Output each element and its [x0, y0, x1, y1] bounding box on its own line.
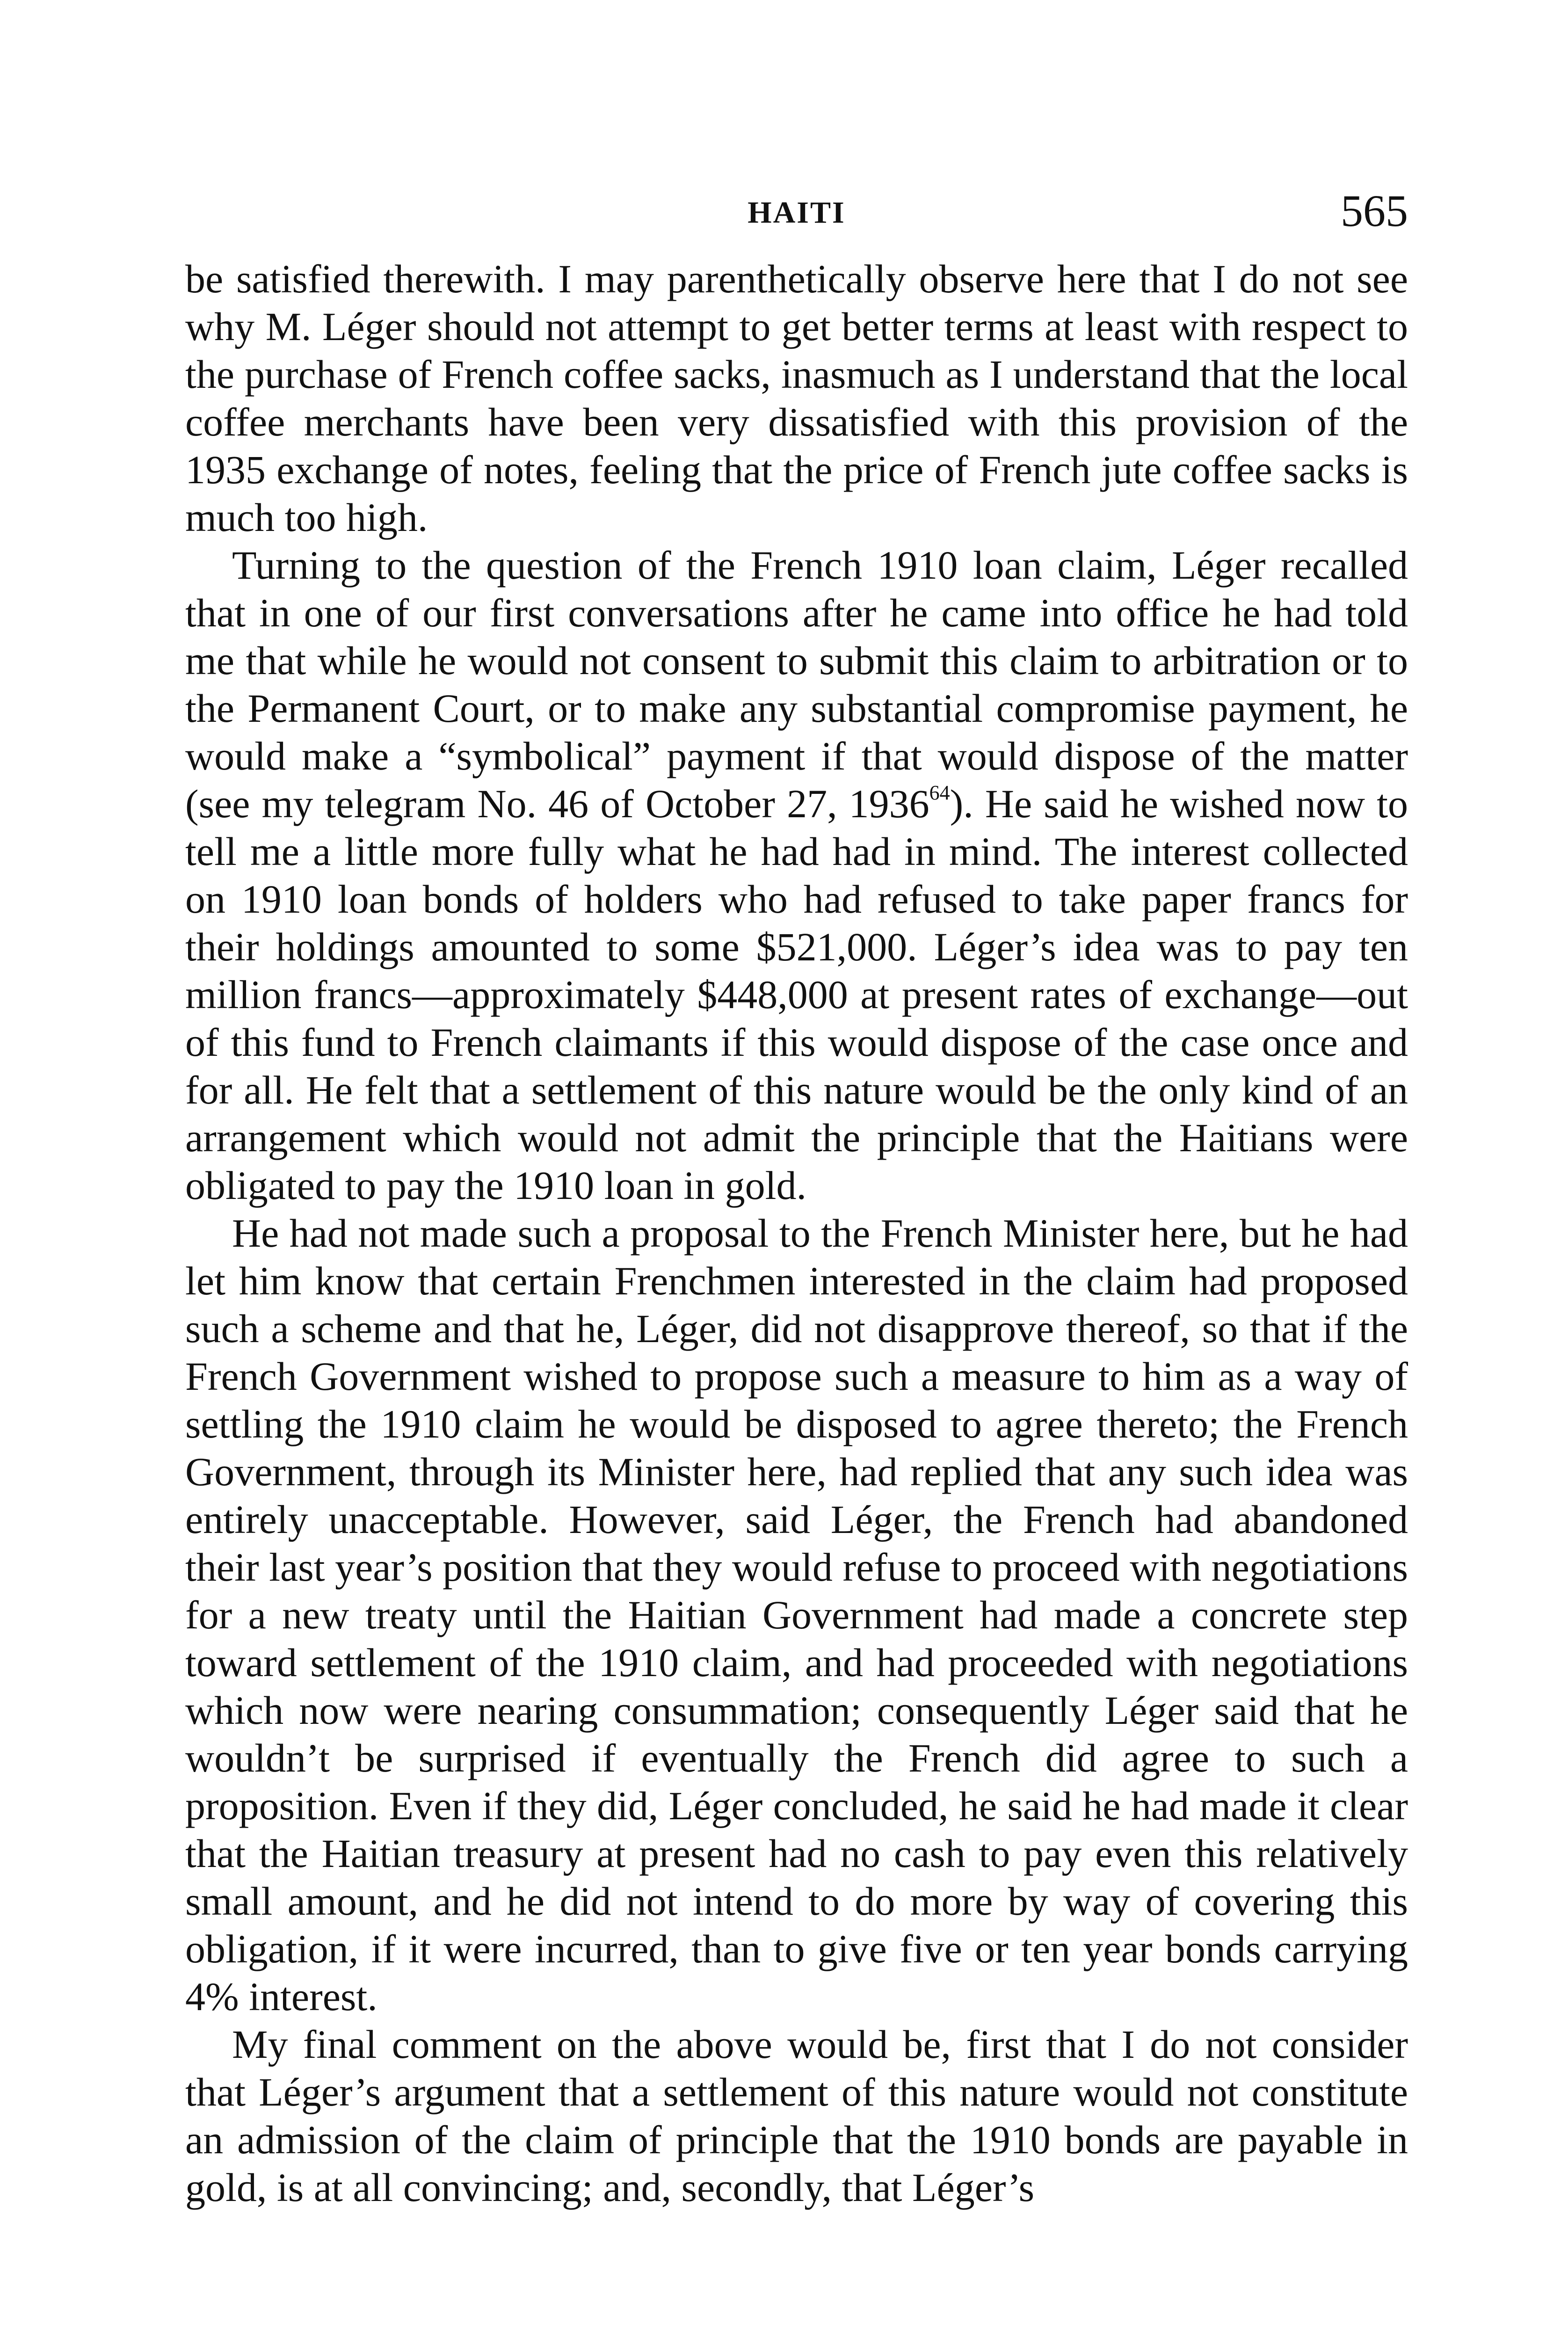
paragraph-2-text-before-ref: Turning to the question of the French 1910 loan claim, Léger recalled that in one of our first conversations after he came into office he had told me that while he would not consent to submit this claim to arbitration or to the Permanent Court, or to make any substantial compromise payment, he would make a “symbolical” payment if that would dispose of the matter (see my telegram No. 46 of October 27, 1936: [185, 543, 1408, 826]
running-title: HAITI: [748, 196, 846, 230]
paragraph-4: My final comment on the above would be, first that I do not consider that Léger’s argument that a settlement of this nature would not constitute an admission of the claim of principle that the 1910 bonds are payable in gold, is at all convincing; and, secondly, that Léger’s: [185, 2022, 1408, 2210]
running-head: [185, 185, 1408, 241]
paragraph-1: be satisfied therewith. I may parenthetically observe here that I do not see why M. Léger should not attempt to get better terms at least with respect to the purchase of French coffee sacks, inasmuch as I understand that the local coffee merchants have been very dissatisfied with this provision of the 1935 exchange of notes, feeling that the price of French jute coffee sacks is much too high.: [185, 256, 1408, 540]
paragraph-3: He had not made such a proposal to the French Minister here, but he had let him know that certain Frenchmen interested in the claim had proposed such a scheme and that he, Léger, did not disapprove thereof, so that if the French Government wished to propose such a measure to him as a way of settling the 1910 claim he would be disposed to agree thereto; the French Government, through its Minister here, had replied that any such idea was entirely unacceptable. However, said Léger, the French had abandoned their last year’s position that they would refuse to proceed with negotiations for a new treaty until the Haitian Government had made a concrete step toward settlement of the 1910 claim, and had proceeded with negotiations which now were nearing consummation; consequently Léger said that he wouldn’t be surprised if eventually the French did agree to such a proposition. Even if they did, Léger concluded, he said he had made it clear that the Haitian treasury at present had no cash to pay even this relatively small amount, and he did not intend to do more by way of covering this obligation, if it were incurred, than to give five or ten year bonds carrying 4% interest.: [185, 1211, 1408, 2019]
body-text: [185, 255, 1408, 2211]
paragraph-2: [185, 541, 1408, 1209]
paragraph-2-text-after-ref: ). He said he wished now to tell me a little more fully what he had had in mind. The interest collected on 1910 loan bonds of holders who had refused to take paper francs for their holdings amounted to some $521,000. Léger’s idea was to pay ten million francs—approximately $448,000 at present rates of exchange—out of this fund to French claimants if this would dispose of the case once and for all. He felt that a settlement of this nature would be the only kind of an arrangement which would not admit the principle that the Haitians were obligated to pay the 1910 loan in gold.: [185, 781, 1408, 1208]
footnote-reference[interactable]: 64: [929, 781, 950, 804]
page-number: 565: [1341, 186, 1408, 236]
